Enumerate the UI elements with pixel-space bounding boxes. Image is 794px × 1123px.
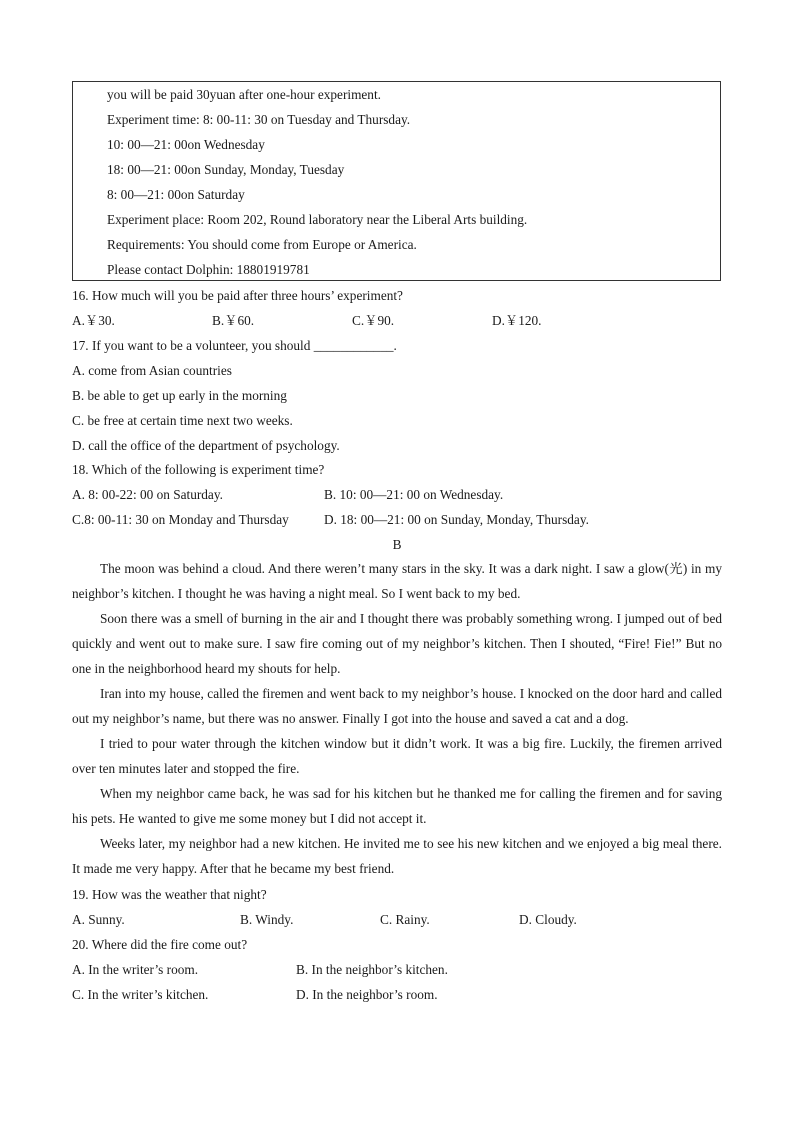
- question-19: 19. How was the weather that night?: [72, 887, 267, 902]
- q16-option-b: B.￥60.: [212, 313, 255, 328]
- passage-paragraph: I tried to pour water through the kitchen window but it didn’t work. It was a big fire. Luckily, the firemen arrived over ten minutes later and stopped the fire.: [72, 736, 722, 776]
- q17-option-b: B. be able to get up early in the morning: [72, 388, 287, 403]
- q20-option-d: D. In the neighbor’s room.: [296, 987, 438, 1002]
- notice-line: 8: 00—21: 00on Saturday: [107, 187, 245, 202]
- notice-line: 10: 00—21: 00on Wednesday: [107, 137, 265, 152]
- section-heading: B: [392, 537, 402, 552]
- passage-paragraph: Iran into my house, called the firemen and went back to my neighbor’s house. I knocked on the door hard and called out my neighbor’s name, but there was no answer. Finally I got into the house and saved a cat and a dog.: [72, 686, 722, 726]
- question-16: 16. How much will you be paid after three hours’ experiment?: [72, 288, 403, 303]
- q20-option-b: B. In the neighbor’s kitchen.: [296, 962, 448, 977]
- q18-option-a: A. 8: 00-22: 00 on Saturday.: [72, 487, 223, 502]
- notice-line: Experiment place: Room 202, Round laboratory near the Liberal Arts building.: [107, 212, 528, 227]
- notice-line: Requirements: You should come from Europe or America.: [107, 237, 417, 252]
- notice-box: [72, 81, 721, 281]
- notice-line: Please contact Dolphin: 18801919781: [107, 262, 310, 277]
- q17-option-a: A. come from Asian countries: [72, 363, 232, 378]
- passage-paragraph: The moon was behind a cloud. And there weren’t many stars in the sky. It was a dark night. I saw a glow(光) in my neighbor’s kitchen. I thought he was having a night meal. So I went back to my bed.: [72, 561, 722, 601]
- q16-option-c: C.￥90.: [352, 313, 395, 328]
- question-20: 20. Where did the fire come out?: [72, 937, 248, 952]
- q20-option-c: C. In the writer’s kitchen.: [72, 987, 209, 1002]
- q18-option-d: D. 18: 00—21: 00 on Sunday, Monday, Thursday.: [324, 512, 589, 527]
- q19-option-c: C. Rainy.: [380, 912, 430, 927]
- q18-option-c: C.8: 00-11: 30 on Monday and Thursday: [72, 512, 289, 527]
- q17-option-c: C. be free at certain time next two weeks.: [72, 413, 293, 428]
- q19-option-b: B. Windy.: [240, 912, 294, 927]
- notice-line: you will be paid 30yuan after one-hour experiment.: [107, 87, 381, 102]
- notice-line: 18: 00—21: 00on Sunday, Monday, Tuesday: [107, 162, 345, 177]
- q19-option-d: D. Cloudy.: [519, 912, 577, 927]
- q19-option-a: A. Sunny.: [72, 912, 125, 927]
- q16-option-d: D.￥120.: [492, 313, 542, 328]
- passage-paragraph: Soon there was a smell of burning in the air and I thought there was probably something wrong. I jumped out of bed quickly and went out to make sure. I saw fire coming out of my neighbor’s kitchen. Then I shouted, “Fire! Fie!” But no one in the neighborhood heard my shouts for help.: [72, 611, 722, 676]
- question-17: 17. If you want to be a volunteer, you should ____________.: [72, 338, 397, 353]
- q18-option-b: B. 10: 00—21: 00 on Wednesday.: [324, 487, 504, 502]
- passage-paragraph: Weeks later, my neighbor had a new kitchen. He invited me to see his new kitchen and we enjoyed a big meal there. It made me very happy. After that he became my best friend.: [72, 836, 722, 876]
- q20-option-a: A. In the writer’s room.: [72, 962, 199, 977]
- q16-option-a: A.￥30.: [72, 313, 115, 328]
- notice-line: Experiment time: 8: 00-11: 30 on Tuesday and Thursday.: [107, 112, 411, 127]
- passage-paragraph: When my neighbor came back, he was sad for his kitchen but he thanked me for calling the firemen and for saving his pets. He wanted to give me some money but I did not accept it.: [72, 786, 722, 826]
- question-18: 18. Which of the following is experiment time?: [72, 462, 325, 477]
- q17-option-d: D. call the office of the department of psychology.: [72, 438, 340, 453]
